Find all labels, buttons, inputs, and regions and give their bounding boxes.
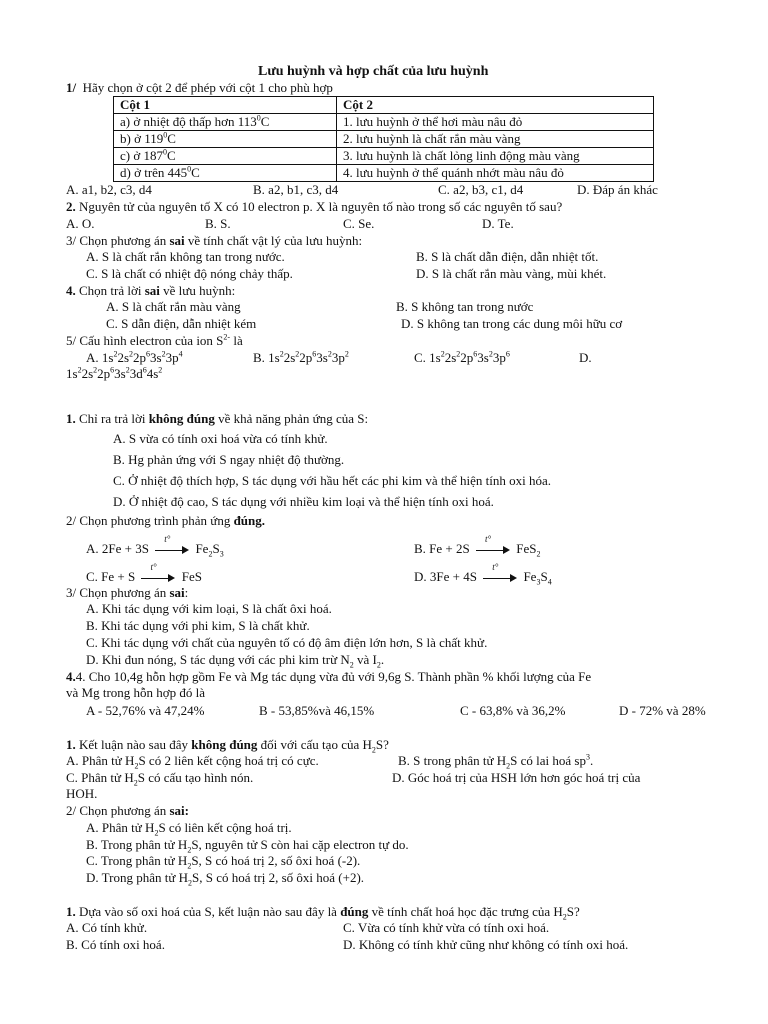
answer-a: A. Phân tử $H_2S$ có 2 liên kết cộng hoá trị có cực. [66,753,319,771]
question-text: 2/ Chọn phương án [66,803,170,818]
answer-c: C. Vừa có tính khử vừa có tính oxi hoá. [343,920,550,935]
question-emphasis: không đúng [148,411,215,426]
question-3-2 [66,803,189,819]
cell-unit: C [260,114,270,129]
answer-b: B. Có tính oxi hoá. [66,937,165,952]
question-number: 2. [66,199,76,214]
question-text: Hãy chọn ở cột 2 để phép với cột 1 cho phù hợp [82,80,333,95]
answer-b: B. Hg phản ứng với S ngay nhiệt độ thường. [113,452,345,467]
question-text: về tính chất hoá học đặc trưng của H [368,904,563,919]
answer-label: C. [414,350,430,365]
heat-label: t° [484,534,492,544]
table-row [114,131,654,148]
question-1-3 [66,233,362,249]
answer-c: C. Phân tử $H_2S$ có cấu tạo hình nón. [66,770,254,788]
answer-a: A. S vừa có tính oxi hoá vừa có tính khử. [113,431,328,446]
answer-c: C. Ở nhiệt độ thích hợp, S tác dụng với hầu hết các phi kim và thể hiện tính oxi hóa. [113,473,551,488]
answer-d: D. [579,350,592,365]
table-cell: 2. lưu huỳnh là chất rắn màu vàng [337,131,654,148]
table-cell: 1. lưu huỳnh ở thể hơi màu nâu đỏ [337,114,654,131]
cell-text: b) ở 119 [120,131,164,146]
question-number: 1. [66,411,76,426]
arrow-icon [138,562,178,585]
answer-b: B - 53,85%và 46,15% [259,703,375,718]
question-4-1: 1. Dựa vào số oxi hoá của S, kết luận nào sau đây là đúng về tính chất hoá học đặc trưng của $H_2S$? [66,904,580,922]
answer-b: B. S. [205,216,231,231]
table-cell: 4. lưu huỳnh ở thể quánh nhớt màu nâu đỏ [337,165,654,182]
answer-d-content: $1s^22s^22p^63s^23d^64s^2$ [66,365,163,381]
question-emphasis: không đúng [191,737,258,752]
cell-unit: C [167,131,176,146]
matching-table [113,96,654,182]
question-number: 1/ [66,80,77,95]
heat-label: t° [164,534,171,544]
question-text: về khả năng phản ứng của S: [214,411,369,426]
table-header-row [114,97,654,114]
question-text: về lưu huỳnh: [159,283,236,298]
question-1-4 [66,283,235,299]
answer-a: A. Khi tác dụng với kim loại, S là chất ôxi hoá. [86,601,332,616]
answer-a: A - 52,76% và 47,24% [86,703,205,718]
reactants: A. 2Fe + 3S [86,541,149,556]
answer-label: B. [253,350,269,365]
answer-d-cont: HOH. [66,786,98,801]
answer-text: D. Khi đun nóng, S tác dụng với các phi kim trừ N [86,652,350,667]
answer-d: D. Góc hoá trị của HSH lớn hơn góc hoá trị của [392,770,641,785]
question-emphasis: đúng [340,904,369,919]
degree-sup: 0 [187,164,192,174]
answer-d: D. Ở nhiệt độ cao, S tác dụng với nhiều kim loại và thể hiện tính oxi hoá. [113,494,494,509]
answer-label: A. [86,350,102,365]
question-number: 1. [66,904,76,919]
question-number: 1. [66,737,76,752]
product: $Fe_3S_4$ [523,569,552,587]
question-2-3 [66,585,188,601]
question-text: về tính chất vật lý của lưu huỳnh: [184,233,363,248]
cell-text: a) ở nhiệt độ thấp hơn 113 [120,114,257,129]
table-cell: 3. lưu huỳnh là chất lỏng linh động màu vàng [337,148,654,165]
question-1-2 [66,199,562,215]
table-cell [114,148,337,165]
answer-b: B. S là chất dẫn điện, dẫn nhiệt tốt. [416,249,599,264]
question-text: 3/ Chọn phương án [66,585,170,600]
answer-d: D. Đáp án khác [577,182,658,197]
answer-b: B. $1s^22s^22p^63s^23p^2$ [253,349,349,365]
question-emphasis: sai [144,283,160,298]
degree-sup: 0 [162,147,167,157]
question-emphasis: sai [169,233,185,248]
cell-text: d) ở trên 445 [120,165,188,180]
answer-c: C. Se. [343,216,375,231]
answer-b: B. Trong phân tử $H_2S$, nguyên tử S còn hai cặp electron tự do. [86,837,409,855]
question-emphasis: sai [169,585,185,600]
answer-d: D. S không tan trong các dung môi hữu cơ [401,316,623,331]
degree-sup: 0 [163,130,168,140]
question-2-1 [66,411,368,427]
question-text: : [184,585,189,600]
answer-d: D. Te. [482,216,514,231]
charge-sup: 2- [223,332,231,342]
reactants: C. Fe + S [86,569,136,584]
question-text: đối với cấu tạo của H [257,737,372,752]
answer-a: A. S là chất rắn màu vàng [106,299,241,314]
answer-a: A. Phân tử $H_2S$ có liên kết cộng hoá trị. [86,820,292,838]
answer-b: B. Khi tác dụng với phi kim, S là chất khử. [86,618,310,633]
answer-a: A. Có tính khử. [66,920,148,935]
answer-d: D. Khi đun nóng, S tác dụng với các phi kim trừ $N_2$ và $I_2$. [86,652,385,670]
answer-b: B. S trong phân tử $H_2S$ có lai hoá $sp^3$. [398,752,594,771]
answer-d: D - 72% và 28% [619,703,706,718]
question-text: 3/ Chọn phương án [66,233,170,248]
table-row [114,165,654,182]
table-cell [114,114,337,131]
cell-text: c) ở 187 [120,148,163,163]
question-text: Nguyên tử của nguyên tố X có 10 electron p. X là nguyên tố nào trong số các nguyên tố sau? [75,199,563,214]
heat-label: t° [150,562,157,572]
question-1-1 [66,80,333,96]
reaction-b [414,534,541,559]
question-2-4-line1: 4.4. Cho 10,4g hỗn hợp gồm Fe và Mg tác dụng vừa đủ với 9,6g S. Thành phần % khối lượng của Fe [66,669,592,684]
answer-a: A. $1s^22s^22p^63s^23p^4$ [86,349,183,365]
answer-b: B. a2, b1, c3, d4 [253,182,339,197]
answer-c: C. S là chất có nhiệt độ nóng chảy thấp. [86,266,293,281]
question-emphasis: sai: [169,803,189,818]
question-text: Chọn trả lời [75,283,145,298]
answer-c: C. $1s^22s^22p^63s^23p^6$ [414,349,510,365]
arrow-icon [152,534,192,557]
question-2-2 [66,513,265,529]
question-text: 2/ Chọn phương trình phản ứng [66,513,234,528]
answer-c: C - 63,8% và 36,2% [460,703,566,718]
question-number: 4. [66,283,76,298]
question-text: 5/ Cấu hình electron của ion S [66,333,224,348]
answer-c: C. Trong phân tử $H_2S$, S có hoá trị 2, số ôxi hoá (-2). [86,853,361,871]
table-cell [114,165,337,182]
reaction-c [86,562,202,585]
page-title: Lưu huỳnh và hợp chất của lưu huỳnh [258,64,489,79]
reaction-d [414,562,552,587]
question-3-1: 1. Kết luận nào sau đây không đúng đối với cấu tạo của $H_2S$? [66,737,389,755]
question-text: Dựa vào số oxi hoá của S, kết luận nào sau đây là [75,904,341,919]
question-emphasis: đúng. [233,513,266,528]
cell-unit: C [191,165,200,180]
question-text: Chỉ ra trả lời [75,411,149,426]
answer-d: D. Không có tính khử cũng như không có tính oxi hoá. [343,937,629,952]
table-row [114,114,654,131]
answer-b: B. S không tan trong nước [396,299,534,314]
arrow-icon [473,534,513,557]
table-cell [114,131,337,148]
question-1-5 [66,333,243,349]
product: FeS [181,569,202,584]
table-header-col1: Cột 1 [114,97,337,114]
question-text: 4. Cho 10,4g hỗn hợp gồm Fe và Mg tác dụng vừa đủ với 9,6g S. Thành phần % khối lượng của Fe [75,669,592,684]
answer-a: A. O. [66,216,95,231]
degree-sup: 0 [256,113,261,123]
answer-c: C. Khi tác dụng với chất của nguyên tố có độ âm điện lớn hơn, S là chất khử. [86,635,488,650]
answer-d: D. S là chất rắn màu vàng, mùi khét. [416,266,607,281]
cell-unit: C [166,148,176,163]
question-text: Kết luận nào sau đây [75,737,192,752]
answer-a: A. S là chất rắn không tan trong nước. [86,249,285,264]
answer-a: A. a1, b2, c3, d4 [66,182,152,197]
reaction-a [86,534,224,559]
arrow-icon [480,562,520,585]
heat-label: t° [492,562,499,572]
answer-c: C. S dẫn điện, dẫn nhiệt kém [106,316,257,331]
question-text: là [230,333,243,348]
reactants: D. 3Fe + 4S [414,569,477,584]
product: FeS$_2$ [516,541,541,559]
answer-d: D. Trong phân tử $H_2S$, S có hoá trị 2, số ôxi hoá (+2). [86,870,365,888]
table-header-col2: Cột 2 [337,97,654,114]
reactants: B. Fe + 2S [414,541,470,556]
table-row [114,148,654,165]
answer-c: C. a2, b3, c1, d4 [438,182,524,197]
product: $Fe_2S_3$ [195,541,224,559]
question-2-4-line2: và Mg trong hỗn hợp đó là [66,685,206,700]
